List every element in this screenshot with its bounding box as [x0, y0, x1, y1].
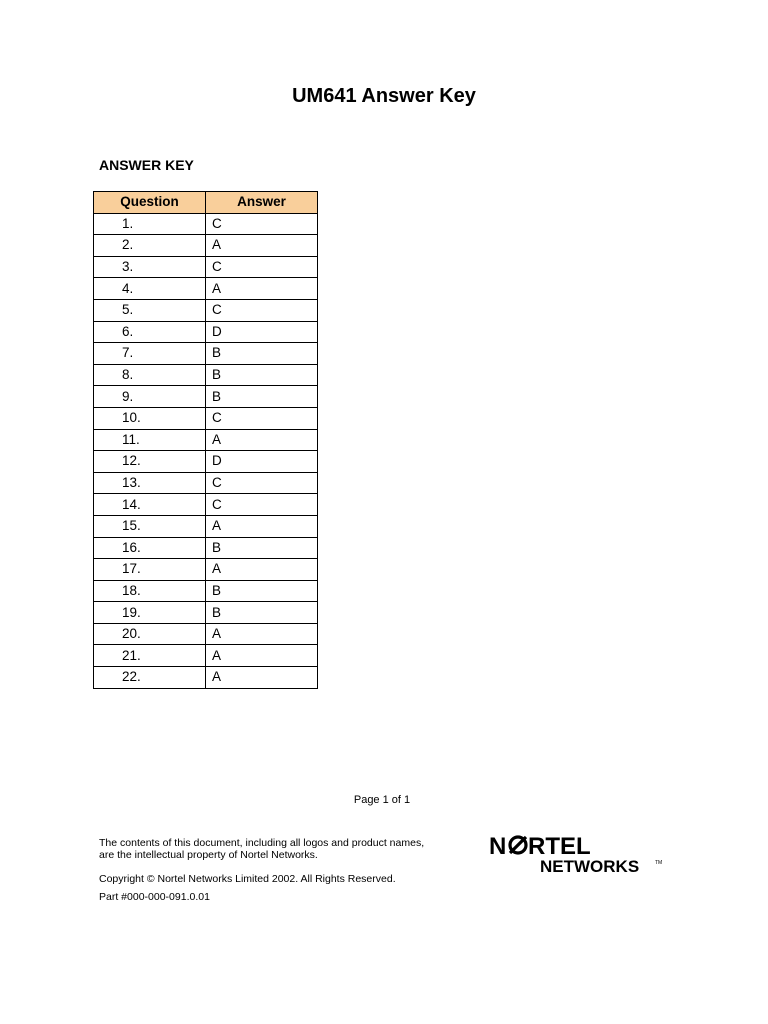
answer-cell: C: [206, 407, 318, 429]
question-number-cell: 20.: [94, 623, 206, 645]
answer-cell: A: [206, 278, 318, 300]
table-row: [94, 515, 318, 537]
table-row: [94, 667, 318, 689]
answer-cell: C: [206, 299, 318, 321]
trademark-mark: TM: [655, 860, 663, 866]
answer-cell: A: [206, 559, 318, 581]
table-row: [94, 472, 318, 494]
legal-notice-line: The contents of this document, including all logos and product names,: [99, 837, 425, 849]
table-row: [94, 451, 318, 473]
question-number-cell: 9.: [94, 386, 206, 408]
table-row: [94, 364, 318, 386]
answer-rows: [94, 213, 318, 688]
table-row: [94, 494, 318, 516]
answer-cell: B: [206, 602, 318, 624]
legal-notice: [99, 837, 424, 861]
column-header-question: Question: [94, 192, 206, 214]
table-row: [94, 559, 318, 581]
question-number-cell: 7.: [94, 343, 206, 365]
question-number-cell: 21.: [94, 645, 206, 667]
answer-cell: B: [206, 580, 318, 602]
page-title: UM641 Answer Key: [292, 85, 476, 107]
question-number-cell: 19.: [94, 602, 206, 624]
page-number: Page 1 of 1: [353, 794, 411, 806]
question-number-cell: 3.: [94, 256, 206, 278]
answer-cell: C: [206, 256, 318, 278]
logo-text-part-1: N: [489, 833, 507, 860]
nortel-globe-icon: [510, 837, 526, 853]
table-row: [94, 299, 318, 321]
question-number-cell: 4.: [94, 278, 206, 300]
answer-cell: A: [206, 235, 318, 257]
table-row: [94, 235, 318, 257]
table-row: [94, 580, 318, 602]
table-row: [94, 623, 318, 645]
logo-text-line-2: NETWORKS: [540, 857, 640, 876]
answer-cell: B: [206, 386, 318, 408]
answer-cell: A: [206, 515, 318, 537]
question-number-cell: 11.: [94, 429, 206, 451]
answer-cell: A: [206, 667, 318, 689]
question-number-cell: 1.: [94, 213, 206, 235]
question-number-cell: 5.: [94, 299, 206, 321]
question-number-cell: 12.: [94, 451, 206, 473]
table-row: [94, 386, 318, 408]
question-number-cell: 22.: [94, 667, 206, 689]
answer-cell: A: [206, 623, 318, 645]
answer-table: [93, 191, 318, 689]
question-number-cell: 18.: [94, 580, 206, 602]
question-number-cell: 16.: [94, 537, 206, 559]
answer-cell: A: [206, 645, 318, 667]
part-number: Part #000-000-091.0.01: [99, 891, 210, 903]
copyright-notice: Copyright © Nortel Networks Limited 2002. All Rights Reserved.: [99, 873, 396, 885]
nortel-networks-logo: [488, 830, 668, 878]
answer-cell: C: [206, 213, 318, 235]
table-row: [94, 278, 318, 300]
table-header-row: [94, 192, 318, 214]
logo-text-part-2: RTEL: [528, 833, 591, 860]
question-number-cell: 17.: [94, 559, 206, 581]
answer-cell: C: [206, 472, 318, 494]
question-number-cell: 2.: [94, 235, 206, 257]
answer-cell: B: [206, 364, 318, 386]
question-number-cell: 10.: [94, 407, 206, 429]
answer-cell: D: [206, 321, 318, 343]
answer-cell: C: [206, 494, 318, 516]
table-row: [94, 429, 318, 451]
legal-notice-line: are the intellectual property of Nortel Networks.: [99, 849, 318, 861]
question-number-cell: 15.: [94, 515, 206, 537]
table-row: [94, 343, 318, 365]
question-number-cell: 6.: [94, 321, 206, 343]
table-row: [94, 602, 318, 624]
answer-cell: A: [206, 429, 318, 451]
table-row: [94, 537, 318, 559]
question-number-cell: 13.: [94, 472, 206, 494]
table-row: [94, 213, 318, 235]
answer-cell: B: [206, 343, 318, 365]
question-number-cell: 8.: [94, 364, 206, 386]
answer-cell: D: [206, 451, 318, 473]
column-header-answer: Answer: [206, 192, 318, 214]
table-row: [94, 407, 318, 429]
section-heading: ANSWER KEY: [99, 157, 194, 173]
answer-cell: B: [206, 537, 318, 559]
table-row: [94, 645, 318, 667]
question-number-cell: 14.: [94, 494, 206, 516]
table-row: [94, 321, 318, 343]
table-row: [94, 256, 318, 278]
